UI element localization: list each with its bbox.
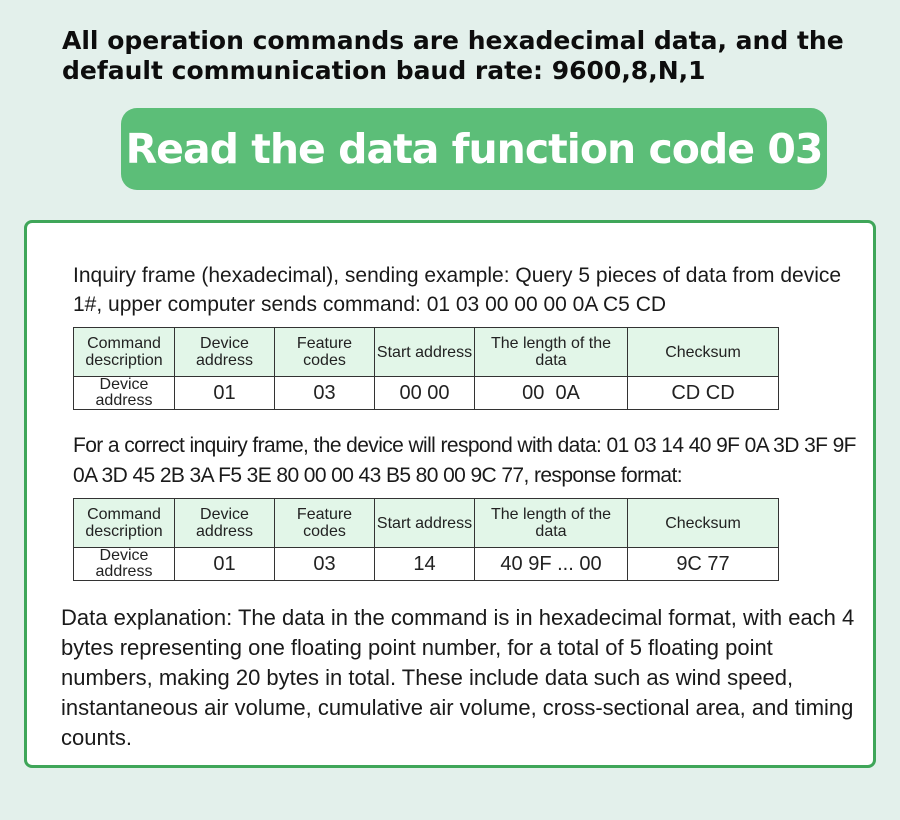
value-cell: 9C 77 [628, 548, 779, 581]
value-cell: 01 [175, 377, 275, 410]
header-cell: Feature codes [275, 499, 375, 548]
table-row [74, 548, 779, 581]
data-explanation: Data explanation: The data in the command is in hexadecimal format, with each 4 bytes representing one floating point number, for a total of 5 floating point numbers, making 20 bytes in total. These include data such as wind speed, instantaneous air volume, cumulative air volume, cross-sectional area, and timing counts. [61, 605, 855, 750]
content-panel [24, 220, 876, 768]
header-cell: The length of the data [475, 499, 628, 548]
value-cell: 14 [375, 548, 475, 581]
table-header-row [74, 328, 779, 377]
response-description: For a correct inquiry frame, the device will respond with data: 01 03 14 40 9F 0A 3D 3F 9F 0A 3D 45 2B 3A F5 3E 80 00 00 43 B5 80 00 9C 77, response format: [73, 434, 856, 487]
value-cell: Device address [74, 548, 175, 581]
table-row [74, 377, 779, 410]
header-cell: Checksum [628, 328, 779, 377]
header-cell: The length of the data [475, 328, 628, 377]
header-cell: Device address [175, 328, 275, 377]
inquiry-description: Inquiry frame (hexadecimal), sending example: Query 5 pieces of data from device 1#, upper computer sends command: 01 03 00 00 00 0A C5 CD [73, 264, 842, 316]
response-frame-table [73, 498, 779, 581]
value-cell: 00 0A [475, 377, 628, 410]
value-cell: Device address [74, 377, 175, 410]
header-cell: Start address [375, 499, 475, 548]
header-cell: Command description [74, 328, 175, 377]
header-cell: Start address [375, 328, 475, 377]
value-cell: 01 [175, 548, 275, 581]
section-banner [121, 108, 827, 190]
header-cell: Checksum [628, 499, 779, 548]
value-cell: 03 [275, 548, 375, 581]
value-cell: 40 9F ... 00 [475, 548, 628, 581]
value-cell: 03 [275, 377, 375, 410]
value-cell: 00 00 [375, 377, 475, 410]
table-header-row [74, 499, 779, 548]
header-note: All operation commands are hexadecimal data, and the default communication baud rate: 9600,8,N,1 [62, 26, 844, 85]
value-cell: CD CD [628, 377, 779, 410]
header-cell: Command description [74, 499, 175, 548]
header-cell: Device address [175, 499, 275, 548]
inquiry-frame-table [73, 327, 779, 410]
banner-title: Read the data function code 03 [125, 125, 823, 173]
header-cell: Feature codes [275, 328, 375, 377]
